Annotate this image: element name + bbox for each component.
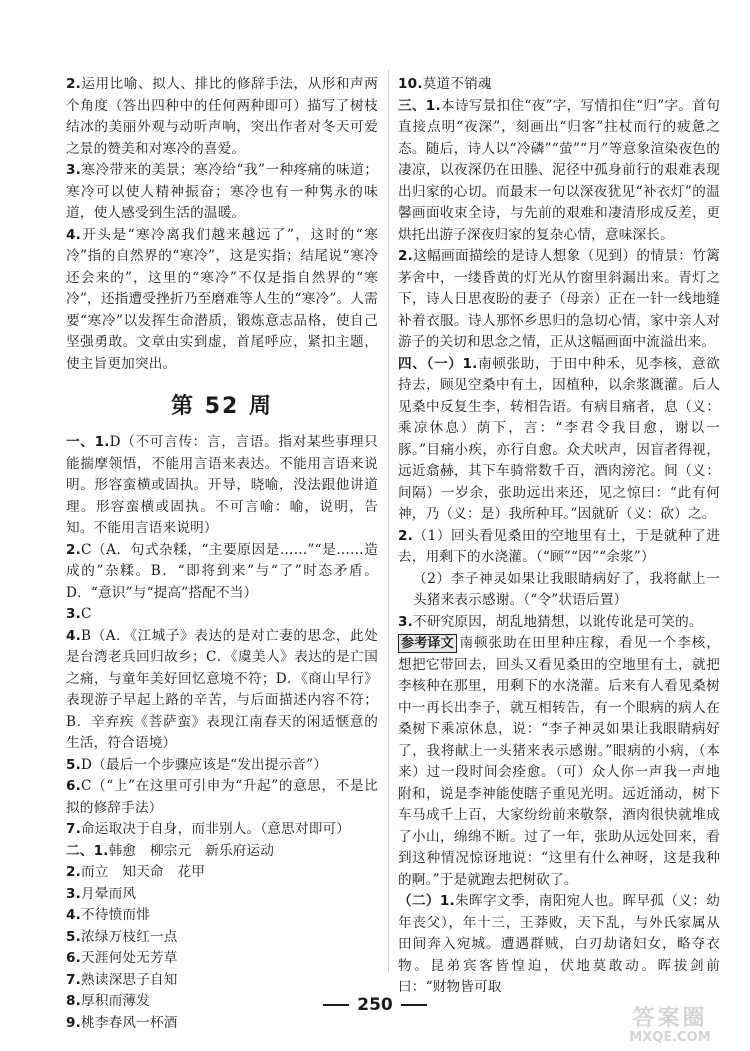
answer-item: 四、（一）1.南顿张助，于田中种禾，见李核，意欲持去，顾见空桑中有土，因植种，以余浆溉灌。后人见桑中反复生李，转相告语。有病目痛者，息（义：乘凉休息）荫下，言：“李君令我目愈，谢以一豚。”目痛小疾，亦行自愈。众犬吠声，因盲者得视，远近翕赫，其下车骑常数千百，酒肉滂沱。间（义：间隔）一岁余，张助远出来还，见之惊曰：“此有何神，乃（义：是）我所种耳。”因就斫（义：砍）之。 <box>398 355 720 522</box>
answer-item: 6.天涯何处无芳草 <box>66 950 178 966</box>
answer-item: 2.而立 知天命 花甲 <box>66 864 206 880</box>
answer-item: 4.不待愤而悱 <box>66 907 150 923</box>
answer-item: 一、1.D（不可言传：言，言语。指对某些事理只能揣摩领悟，不能用言语来表达。不能用言语来说明。形容蛮横或固执。开导，晓喻，没法跟他讲道理。形容蛮横或固执。不可言喻：喻，说明，告知。不能用言语来说明） <box>66 434 378 536</box>
answer-item: 3.月晕而风 <box>66 885 137 902</box>
answer-item: 4.B（A．《江城子》表达的是对亡妻的思念，此处是台湾老兵回归故乡；C．《虞美人》表达的是亡国之痛，与童年美好回忆意境不符；D．《商山早行》表现游子早起上路的辛苦，与后面描述内容不符；B．辛弃疾《菩萨蛮》表现江南春天的闲适惬意的生活，符合语境） <box>66 627 378 751</box>
answer-item: 2.运用比喻、拟人、排比的修辞手法，从形和声两个角度（答出四种中的任何两种即可）描写了树枝结冰的美丽外观与动听声响，突出作者对冬天可爱之景的赞美和对寒冷的喜爱。 <box>66 76 378 157</box>
week-heading: 第 52 周 <box>171 394 273 419</box>
reference-label: 参考译文 <box>398 634 457 653</box>
answer-item: （2）李子神灵如果让我眼睛病好了，我将献上一头猪来表示感谢。（“令”状语后置） <box>413 570 720 608</box>
answer-item: 3.C <box>66 606 92 622</box>
answer-item: 5.D（最后一个步骤应该是“发出提示音”） <box>66 756 328 773</box>
watermark-logo: 答案圈 MXQE.COM <box>629 1006 711 1045</box>
column-divider <box>388 70 389 972</box>
answer-item: 9.桃李春风一杯酒 <box>66 1014 178 1031</box>
answer-item: 4.开头是“寒冷离我们越来越远了”，这时的“寒冷”指的自然界的“寒冷”，这是实指；结尾说“寒冷还会来的”，这里的“寒冷”不仅是指自然界的“寒冷”，还指遭受挫折乃至磨难等人生的“寒冷”。人需要“寒冷”以发挥生命潜质，锻炼意志品格，使自己坚强勇敢。文章由实到虚，首尾呼应，紧扣主题，使主旨更加突出。 <box>66 226 378 372</box>
answer-item: 三、1.本诗写景扣住“夜”字，写情扣住“归”字。首句直接点明“夜深”，刻画出“归客”拄杖而行的疲惫之态。随后，诗人以“冷磷”“萤”“月”等意象渲染夜色的凄凉，以夜深仍在田塍、泥径中孤身前行的艰难表现出归家的心切。而最末一句以深夜犹见“补衣灯”的温馨画面收束全诗，与先前的艰难和凄清形成反差，更烘托出游子深夜归家的复杂心情，意味深长。 <box>398 97 720 243</box>
reference-translation: 参考译文 南顿张助在田里种庄稼，看见一个李核，想把它带回去，回头又看见桑田的空地里有土，就把李核种在那里，用剩下的水浇灌。后来有人看见桑树中一再长出李子，就互相转告，有一个眼病的病人在桑树下乘凉休息，说：“李子神灵如果让我眼睛病好了，我将献上一头猪来表示感谢。”眼病的小病，（本来）过一段时间会痊愈。（可）众人你一声我一声地附和，说是李神能使瞎子重见光明。远近涌动，树下车马成千上百，大家纷纷前来敬祭，酒肉很快就堆成了小山，绵绵不断。过了一年，张助从远处回来，看到这种情况惊讶地说：“这里有什么神呀，这是我种的啊。”于是就跑去把树砍了。 <box>398 635 720 888</box>
answer-item: 2.C（A．句式杂糅，“主要原因是……”“是……造成的”杂糅。B．“即将到来”与“了”时态矛盾。D．“意识”与“提高”搭配不当） <box>66 541 378 601</box>
left-column <box>66 74 378 1034</box>
answer-item: （二）1.朱晖字文季，南阳宛人也。晖早孤（义：幼年丧父），年十三，王莽败，天下乱，与外氏家属从田间奔入宛城。遭遇群贼，白刃劫诸妇女，略夺衣物。昆弟宾客皆惶迫，伏地莫敢动。晖拔剑前曰：“财物皆可取 <box>398 893 720 995</box>
answer-item: 7.命运取决于自身，而非别人。（意思对即可） <box>66 821 351 837</box>
answer-item: 3.不研究原因，胡乱地猜想，以讹传讹是可笑的。 <box>398 613 703 630</box>
answer-item: 二、1.韩愈 柳宗元 新乐府运动 <box>66 842 275 859</box>
answer-item: 5.浓绿万枝红一点 <box>66 928 178 945</box>
answer-item: 8.厚积而薄发 <box>66 993 150 1009</box>
answer-item: 2.（1）回头看见桑田的空地里有土，于是就种了进去，用剩下的水浇灌。（“顾”“因”“余浆”） <box>398 527 720 565</box>
right-column <box>398 74 720 999</box>
answer-item: 10.莫道不销魂 <box>398 76 492 92</box>
answer-item: 7.熟读深思子自知 <box>66 971 178 988</box>
answer-item: 6.C（“上”在这里可引申为“升起”的意思，不是比拟的修辞手法） <box>66 778 378 816</box>
answer-item: 3.寒冷带来的美景；寒冷给“我”一种疼痛的味道；寒冷可以使人精神振奋；寒冷也有一种隽永的味道，使人感受到生活的温暖。 <box>66 162 378 221</box>
answer-item: 2.这幅画面描绘的是诗人想象（见到）的情景：竹篱茅舍中，一缕昏黄的灯光从竹窗里斜漏出来。青灯之下，诗人日思夜盼的妻子（母亲）正在一针一线地缝补着衣服。诗人那怀乡思归的急切心情，家中亲人对游子的关切和思念之情，正从这幅画面中流溢出来。 <box>398 248 720 350</box>
page-number: 250 <box>0 995 750 1015</box>
